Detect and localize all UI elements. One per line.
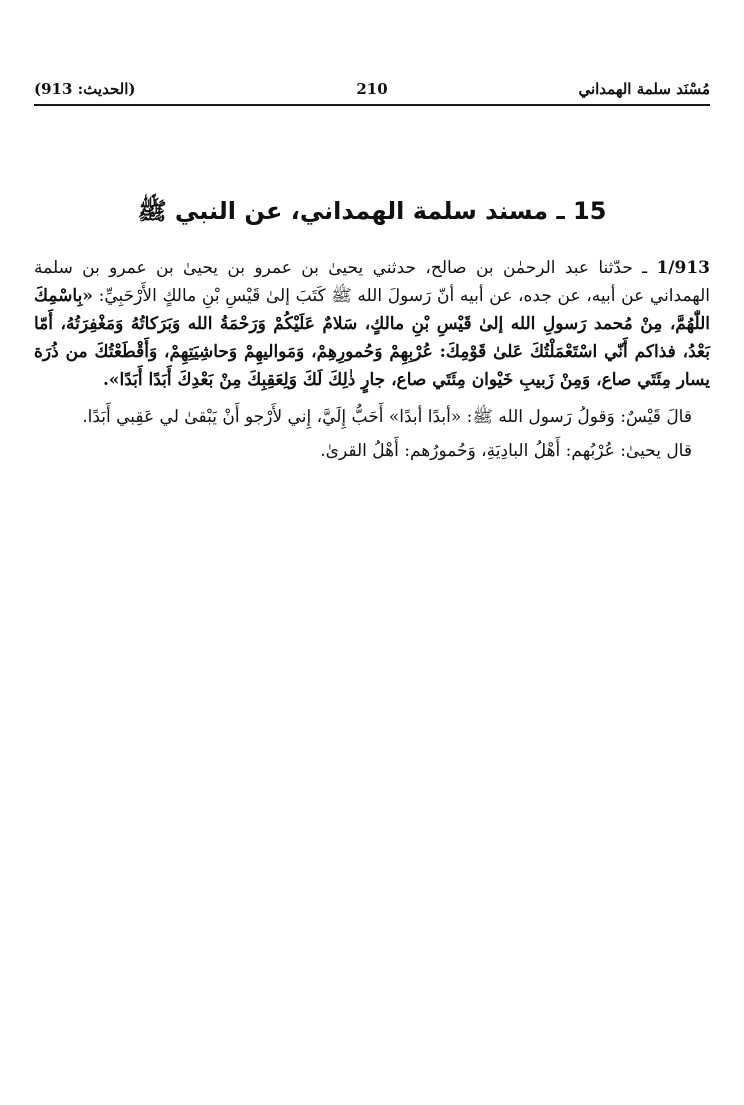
chapter-title: 15 ـ مسند سلمة الهمداني، عن النبي ﷺ [137, 197, 607, 225]
hadith-isnad: ـ حدّثنا عبد الرحمٰن بن صالح، حدثني يحيىٰ بن عمرو بن يحيىٰ بن عمرو بن سلمة الهمداني عن أبيه، عن جده، عن أبيه أنّ رَسولَ الله ﷺ كَتَبَ إلىٰ قَيْسِ بْنِ مالكٍ الأَرْحَبِيِّ: [34, 258, 711, 306]
running-header [34, 78, 710, 104]
page-number: 210 [356, 80, 388, 98]
yahya-note: قال يحيىٰ: عُرْبُهم: أَهْلُ البادِيَةِ، وَحُمورُهم: أَهْلُ القرىٰ. [320, 441, 692, 461]
qays-note: قالَ قَيْسٌ: وَقولُ رَسول الله ﷺ: «أبدًا أبدًا» أَحَبُّ إِلَيَّ، إِني لأَرْجو أَنْ يَبْقىٰ لي عَقِبي أَبَدًا. [82, 407, 692, 427]
main-text [34, 254, 710, 468]
hadith-matn: «بِاسْمِكَ اللّٰهُمَّ، مِنْ مُحمد رَسولِ الله إلىٰ قَيْسِ بْنِ مالكٍ، سَلامٌ عَلَيْكُمْ وَرَحْمَةُ الله وَبَرَكاتُهُ وَمَغْفِرَتُهُ، أَمّا بَعْدُ، فذاكم أَنّي اسْتَعْمَلْتُكَ عَلىٰ قَوْمِكَ: عُرْبِهِمْ وَحُمورِهِمْ، وَمَواليهِمْ وَحاشِيَتِهِمْ، وَأَقْطَعْتُكَ من ذُرَة يسار مِئَتَي صاع، وَمِنْ زَبيبِ خَيْوان مِئَتَي صاع، جارٍ ذٰلِكَ لَكَ وَلِعَقِبِكَ مِنْ بَعْدِكَ أَبَدًا أَبَدًا». [34, 286, 710, 390]
hadith-reference: (الحديث: 913) [34, 80, 136, 98]
hadith-paragraph [34, 254, 710, 394]
header-divider [34, 104, 710, 106]
book-title: مُسْنَد سلمة الهمداني [578, 80, 710, 98]
hadith-number: 1/913 [656, 258, 710, 278]
